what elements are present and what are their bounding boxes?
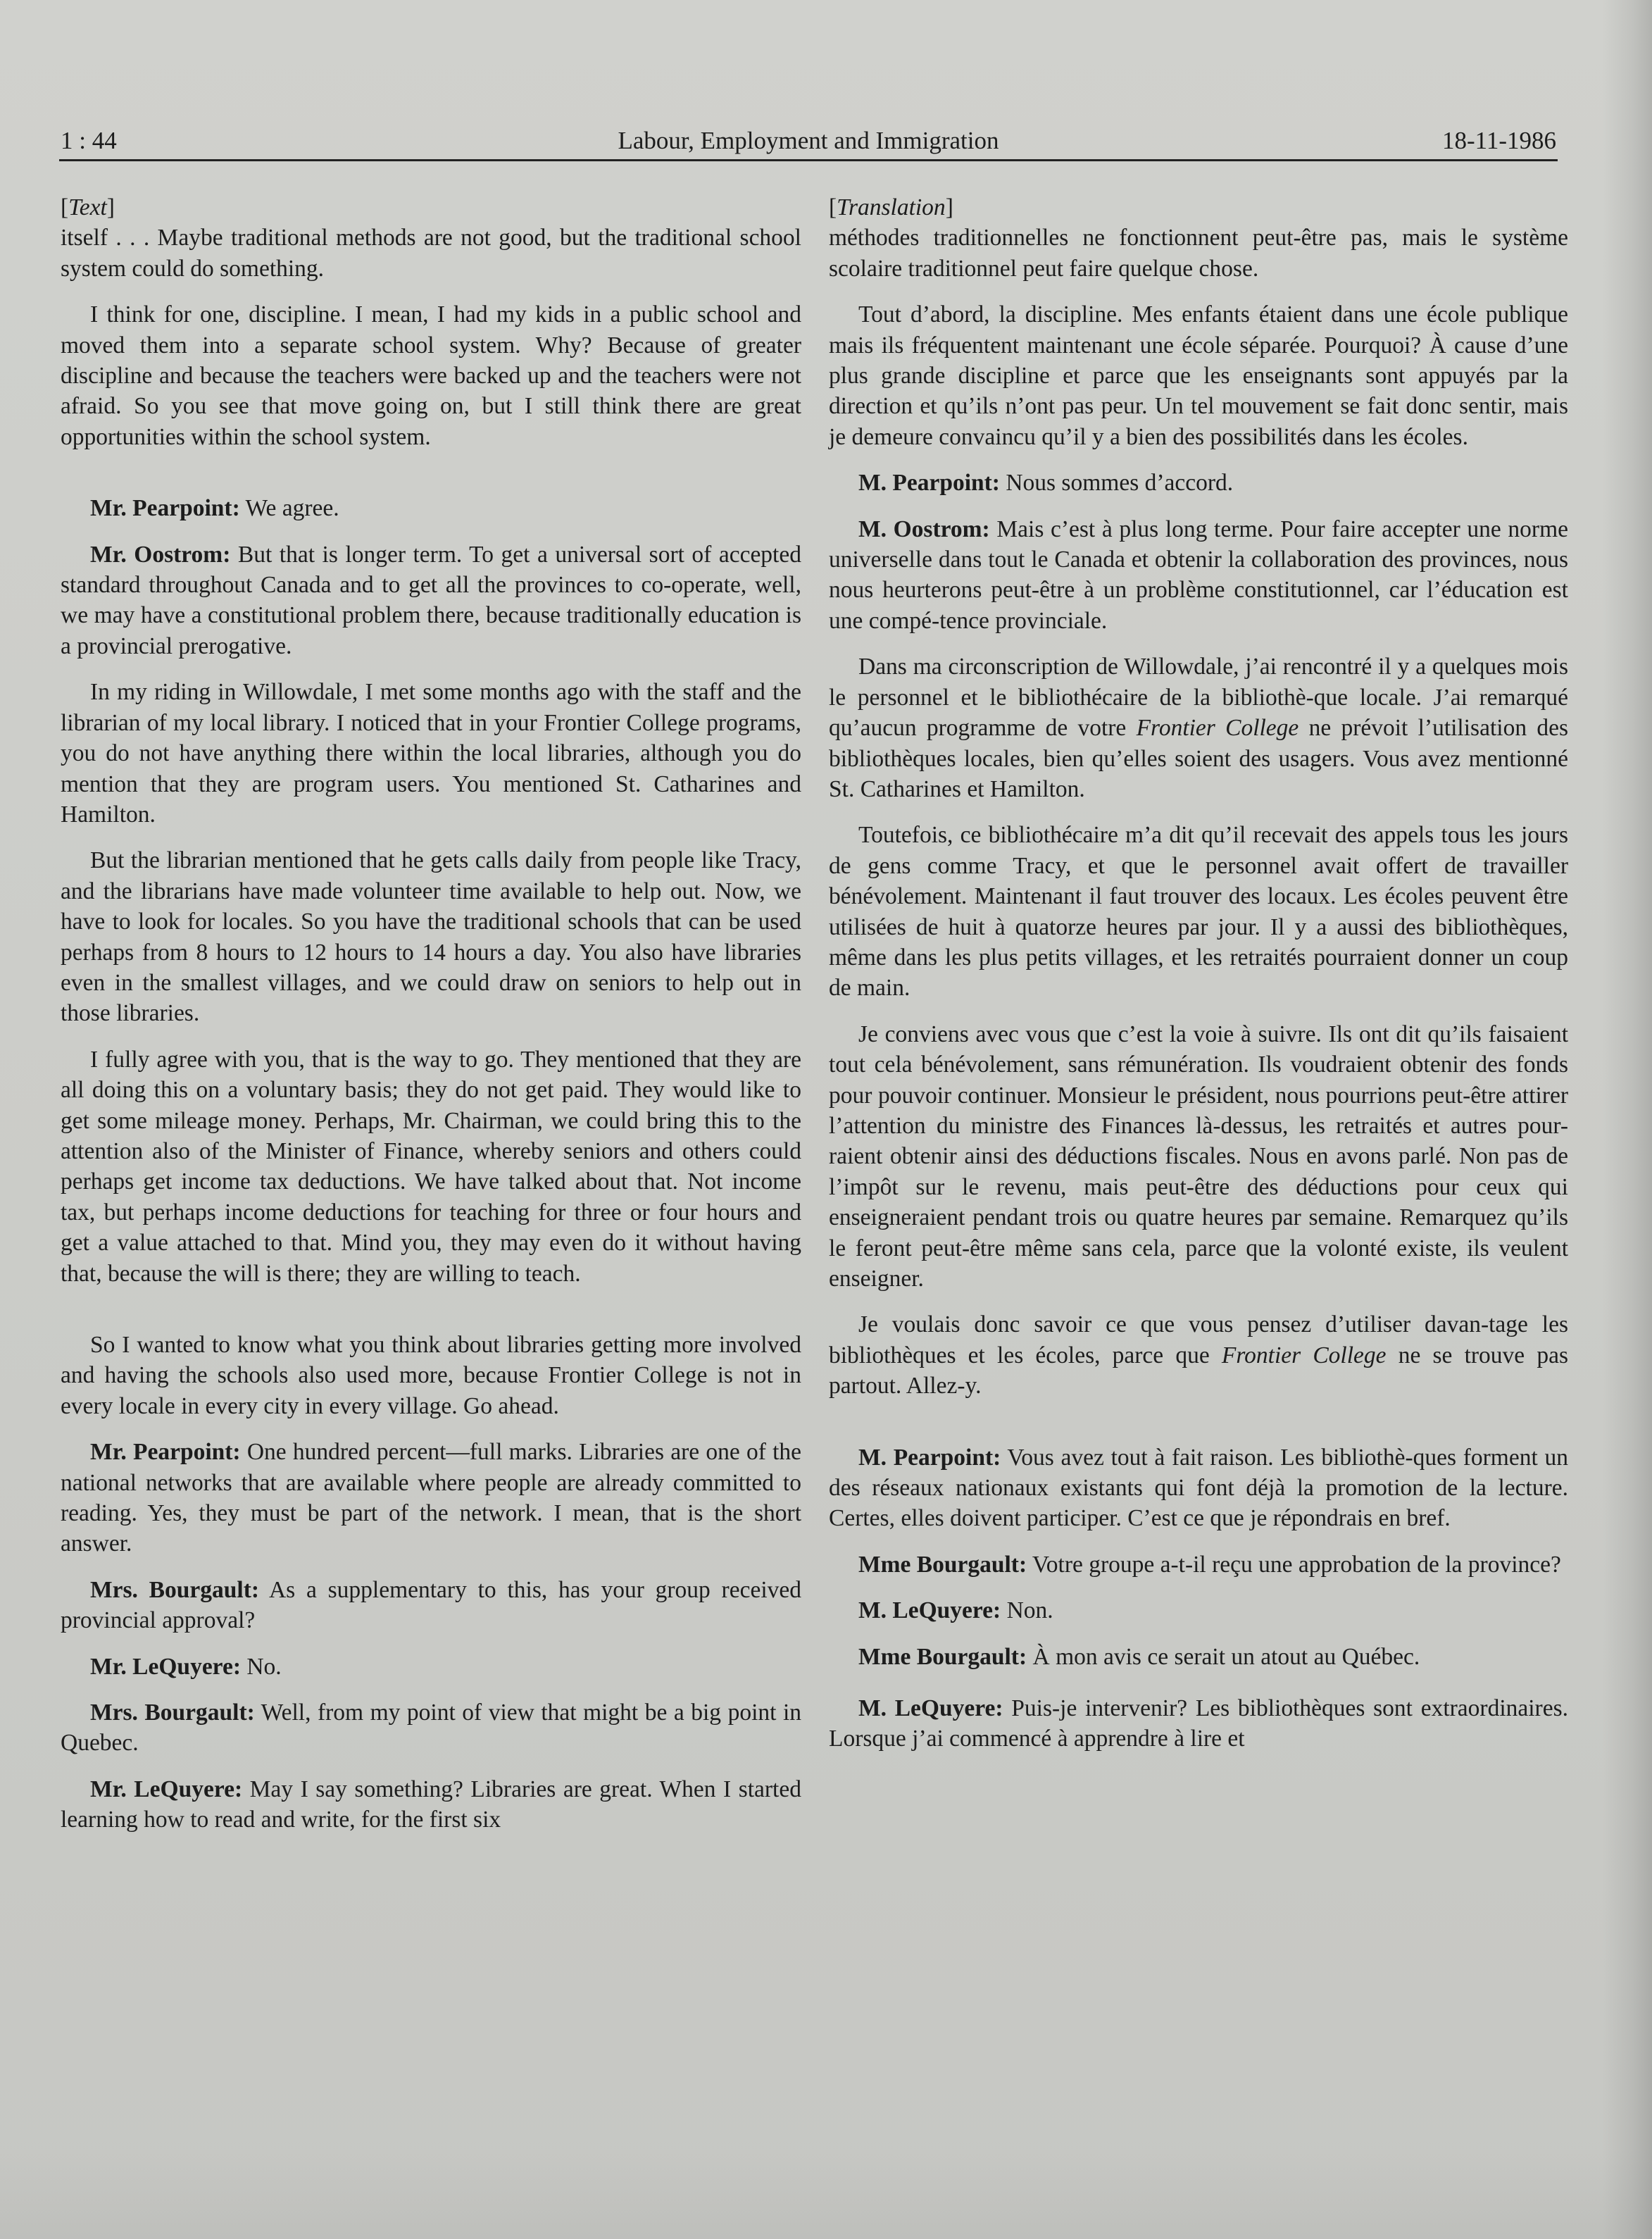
speech: M. Pearpoint: Vous avez tout à fait raison. Les bibliothè-ques forment un des réseaux nationaux existants qui font déjà la promotion de la lecture. Certes, elles doivent participer. C’est ce que je répondrais en bref. <box>829 1444 1569 1532</box>
speech: Mme Bourgault: Votre groupe a-t-il reçu une approbation de la province? <box>858 1551 1561 1578</box>
speaker-name: Mrs. Bourgault: <box>90 1576 260 1603</box>
speech: Mr. LeQuyere: May I say something? Libraries are great. When I started learning how to read and write, for the first six <box>61 1776 801 1833</box>
language-label: [Text] <box>61 194 115 220</box>
speaker-name: Mr. Oostrom: <box>90 541 231 568</box>
speech: Mrs. Bourgault: Well, from my point of view that might be a big point in Quebec. <box>61 1699 801 1757</box>
speech: Mr. LeQuyere: No. <box>90 1653 282 1680</box>
speaker-name: Mr. LeQuyere: <box>90 1776 243 1802</box>
speech: Mr. Pearpoint: We agree. <box>90 495 339 522</box>
paragraph: Je conviens avec vous que c’est la voie à suivre. Ils ont dit qu’ils faisaient tout cela bénévolement, sans rémunération. Ils voudraient obtenir des fonds pour pouvoir continuer. Monsieur le président, nous pourrions peut-être attirer l’attention du ministre des Finances là-dessus, les retraités et autres pour-raient obtenir ainsi des déductions fiscales. Nous en avons parlé. Non pas de l’impôt sur le revenu, mais peut-être des déductions pour ceux qui enseigneraient pendant trois ou quatre heures par semaine. Remarquez qu’ils le feront peut-être même sans cela, parce que la volonté existe, ils veulent enseigner. <box>829 1021 1568 1292</box>
speech: M. Oostrom: Mais c’est à plus long terme. Pour faire accepter une norme universelle dans tout le Canada et obtenir la collaboration des provinces, nous nous heurterons peut-être à un problème constitutionnel, car l’éducation est une compé-tence provinciale. <box>829 516 1569 634</box>
english-column <box>61 192 801 1851</box>
speaker-name: M. Pearpoint: <box>858 470 1000 497</box>
paragraph: In my riding in Willowdale, I met some months ago with the staff and the librarian of my local library. I noticed that in your Frontier College programs, you do not have anything there within the local libraries, although you do mention that they are program users. You mentioned St. Catharines and Hamilton. <box>61 679 801 828</box>
speaker-name: Mr. Pearpoint: <box>90 1439 241 1466</box>
speech: Mr. Oostrom: But that is longer term. To get a universal sort of accepted standard throughout Canada and to get all the provinces to co-operate, well, we may have a constitutional problem there, because traditionally education is a provincial prerogative. <box>61 541 801 659</box>
speaker-name: M. LeQuyere: <box>858 1597 1001 1624</box>
speaker-name: Mme Bourgault: <box>858 1551 1027 1578</box>
running-title: Labour, Employment and Immigration <box>618 127 999 154</box>
paragraph: So I wanted to know what you think about libraries getting more involved and having the schools also used more, because Frontier College is not in every locale in every city in every village. Go ahead. <box>61 1332 801 1419</box>
speech: M. Pearpoint: Nous sommes d’accord. <box>858 470 1234 497</box>
header-rule <box>59 159 1558 161</box>
french-column <box>829 192 1568 1770</box>
paragraph: Toutefois, ce bibliothécaire m’a dit qu’il recevait des appels tous les jours de gens comme Tracy, et que le personnel avait offert de travailler bénévolement. Maintenant il faut trouver des locaux. Les écoles peuvent être utilisées de huit à quatorze heures par jour. Il y a aussi des bibliothèques, même dans les plus petits villages, et les retraités pourraient donner un coup de main. <box>829 822 1568 1002</box>
speaker-name: Mrs. Bourgault: <box>90 1699 255 1726</box>
speech: M. LeQuyere: Non. <box>858 1597 1053 1624</box>
speaker-name: Mr. LeQuyere: <box>90 1653 241 1680</box>
paragraph: itself . . . Maybe traditional methods are not good, but the traditional school system could do something. <box>61 225 801 282</box>
page-number: 1 : 44 <box>61 127 117 154</box>
speaker-name: M. Pearpoint: <box>858 1444 1001 1471</box>
page-bottom-shade <box>0 2147 1652 2239</box>
paragraph: méthodes traditionnelles ne fonctionnent peut-être pas, mais le système scolaire traditionnel peut faire quelque chose. <box>829 225 1568 282</box>
speaker-name: Mr. Pearpoint: <box>90 495 240 522</box>
header-date: 18-11-1986 <box>1441 127 1556 154</box>
speech: Mr. Pearpoint: One hundred percent—full marks. Libraries are one of the national networks that are available where people are already committed to reading. Yes, they must be part of the network. I mean, that is the short answer. <box>61 1439 801 1557</box>
speaker-name: M. LeQuyere: <box>858 1695 1003 1722</box>
language-label: [Translation] <box>829 194 953 220</box>
paragraph: But the librarian mentioned that he gets calls daily from people like Tracy, and the librarians have made volunteer time available to help out. Now, we have to look for locales. So you have the traditional schools that can be used perhaps from 8 hours to 12 hours to 14 hours a day. You also have libraries even in the smallest villages, and we could draw on seniors to help out in those libraries. <box>61 847 801 1027</box>
page-header <box>61 121 1556 161</box>
paragraph: Dans ma circonscription de Willowdale, j’ai rencontré il y a quelques mois le personnel et le bibliothécaire de la bibliothè-que locale. J’ai remarqué qu’aucun programme de votre Frontier College ne prévoit l’utilisation des bibliothèques locales, bien qu’elles soient des usagers. Vous avez mentionné St. Catharines et Hamilton. <box>829 654 1568 802</box>
paragraph: I fully agree with you, that is the way to go. They mentioned that they are all doing this on a voluntary basis; they do not get paid. They would like to get some mileage money. Perhaps, Mr. Chairman, we could bring this to the attention also of the Minister of Finance, whereby seniors and others could perhaps get income tax deductions. We have talked about that. Not income tax, but perhaps income deductions for teaching for three or four hours and get a value attached to that. Mind you, they may even do it without having that, because the will is there; they are willing to teach. <box>61 1046 801 1287</box>
paragraph: Je voulais donc savoir ce que vous pensez d’utiliser davan-tage les bibliothèques et les écoles, parce que Frontier College ne se trouve pas partout. Allez-y. <box>829 1311 1568 1399</box>
speaker-name: Mme Bourgault: <box>858 1643 1027 1670</box>
paragraph: Tout d’abord, la discipline. Mes enfants étaient dans une école publique mais ils fréquentent maintenant une école séparée. Pourquoi? À cause d’une plus grande discipline et parce que les enseignants sont appuyés par la direction et qu’ils n’ont pas peur. Un tel mouvement se fait donc sentir, mais je demeure convaincu qu’il y a bien des possibilités dans les écoles. <box>829 301 1568 450</box>
speech: M. LeQuyere: Puis-je intervenir? Les bibliothèques sont extraordinaires. Lorsque j’ai commencé à apprendre à lire et <box>829 1695 1568 1752</box>
page-edge-shadow <box>1603 0 1652 2239</box>
speaker-name: M. Oostrom: <box>858 516 990 542</box>
paragraph: I think for one, discipline. I mean, I had my kids in a public school and moved them into a separate school system. Why? Because of greater discipline and because the teachers were backed up and the teachers were not afraid. So you see that move going on, but I still think there are great opportunities within the school system. <box>61 301 801 450</box>
speech: Mrs. Bourgault: As a supplementary to this, has your group received provincial approval? <box>61 1576 801 1634</box>
speech: Mme Bourgault: À mon avis ce serait un atout au Québec. <box>858 1643 1420 1670</box>
